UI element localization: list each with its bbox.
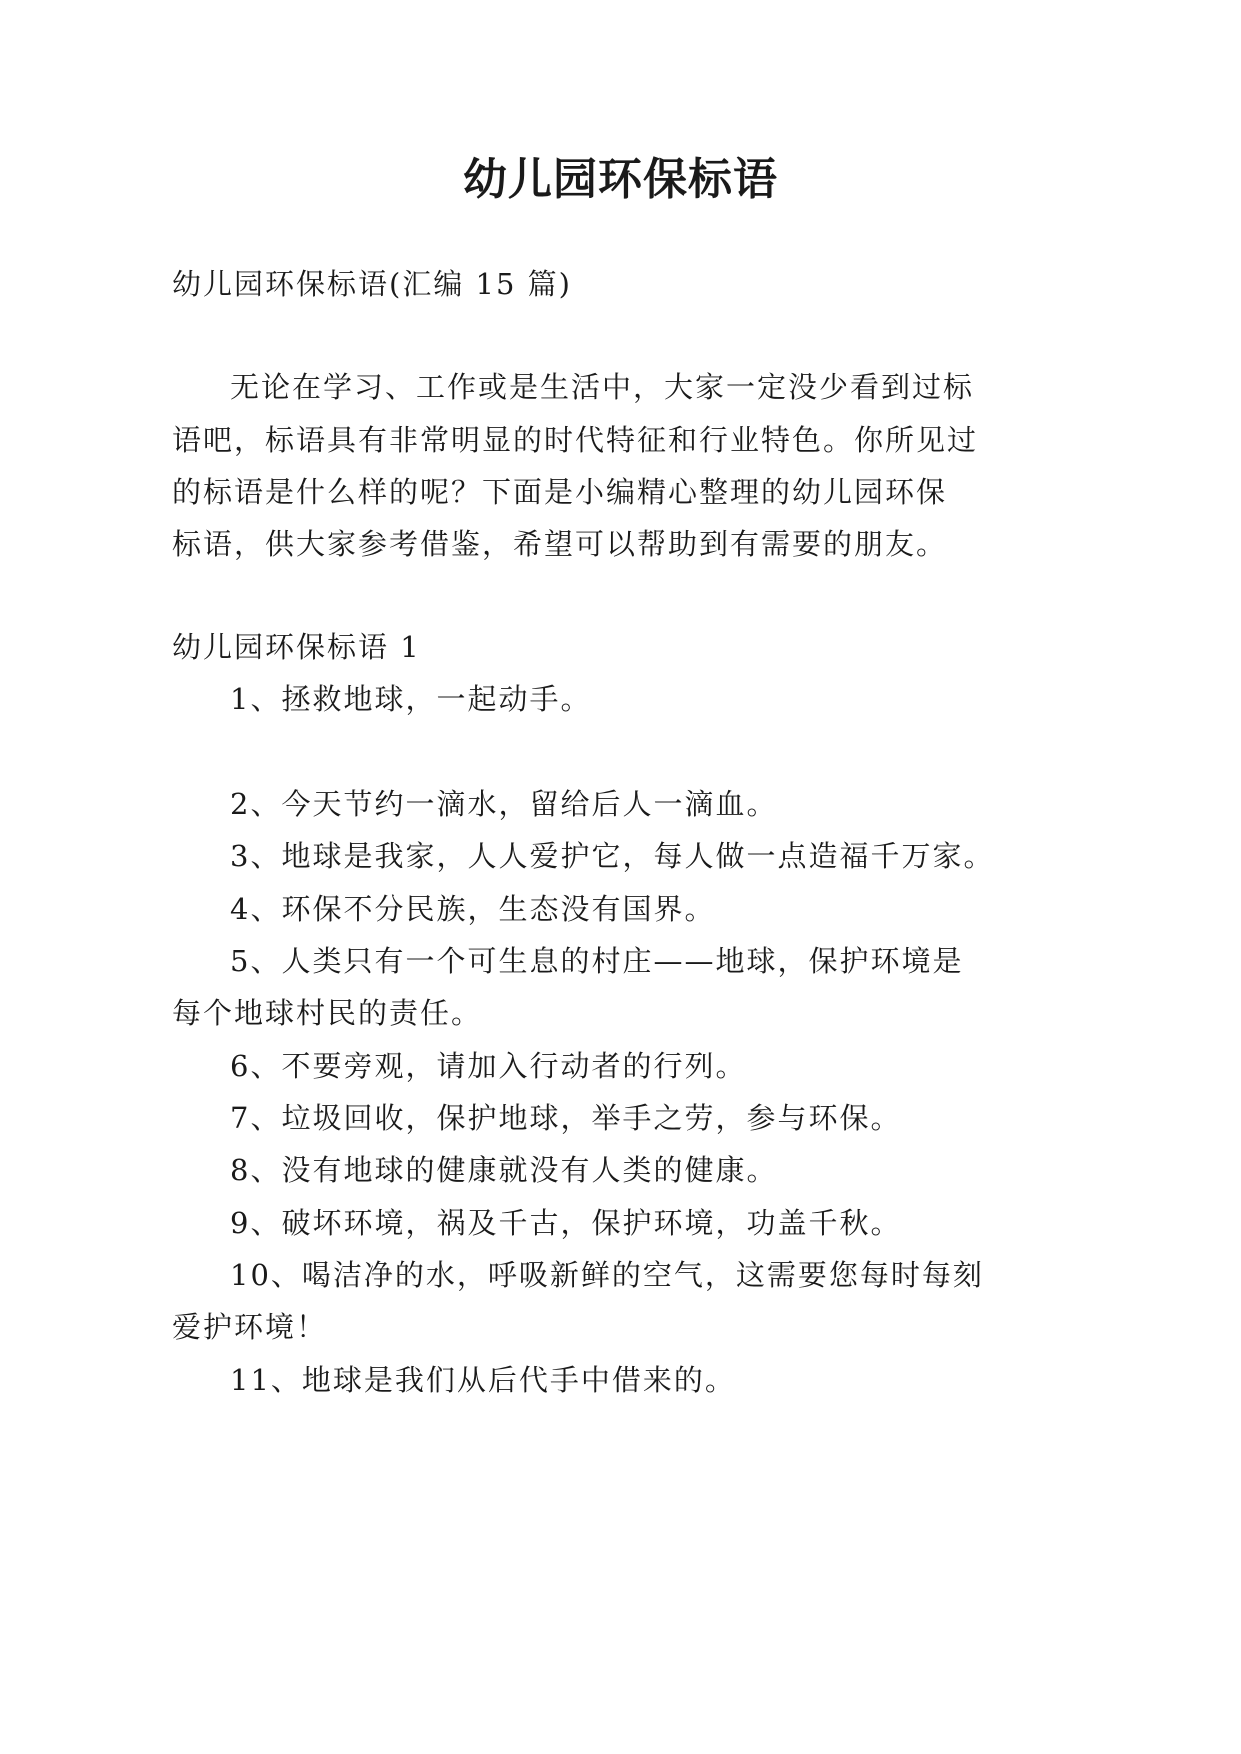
- list-item: 8、没有地球的健康就没有人类的健康。: [230, 1153, 778, 1187]
- intro-line: 标语，供大家参考借鉴，希望可以帮助到有需要的朋友。: [172, 527, 948, 561]
- list-item: 3、地球是我家，人人爱护它，每人做一点造福千万家。: [230, 839, 995, 873]
- list-item: 9、破坏环境，祸及千古，保护环境，功盖千秋。: [230, 1206, 902, 1240]
- intro-line: 语吧，标语具有非常明显的时代特征和行业特色。你所见过: [172, 423, 979, 457]
- section-heading: 幼儿园环保标语 1: [172, 630, 421, 664]
- list-item-continuation: 每个地球村民的责任。: [172, 996, 483, 1030]
- list-item: 5、人类只有一个可生息的村庄——地球，保护环境是: [230, 944, 964, 978]
- list-item: 11、地球是我们从后代手中借来的。: [230, 1363, 736, 1397]
- list-item: 1、拯救地球，一起动手。: [230, 682, 592, 716]
- document-subtitle: 幼儿园环保标语(汇编 15 篇): [172, 267, 572, 301]
- list-item: 4、环保不分民族，生态没有国界。: [230, 892, 716, 926]
- intro-line: 的标语是什么样的呢？下面是小编精心整理的幼儿园环保: [172, 475, 948, 509]
- list-item-continuation: 爱护环境！: [172, 1310, 328, 1344]
- intro-line: 无论在学习、工作或是生活中，大家一定没少看到过标: [230, 370, 975, 404]
- list-item: 7、垃圾回收，保护地球，举手之劳，参与环保。: [230, 1101, 902, 1135]
- list-item: 6、不要旁观，请加入行动者的行列。: [230, 1049, 747, 1083]
- document-title: 幼儿园环保标语: [463, 154, 778, 205]
- list-item: 10、喝洁净的水，呼吸新鲜的空气，这需要您每时每刻: [230, 1258, 984, 1292]
- list-item: 2、今天节约一滴水，留给后人一滴血。: [230, 787, 778, 821]
